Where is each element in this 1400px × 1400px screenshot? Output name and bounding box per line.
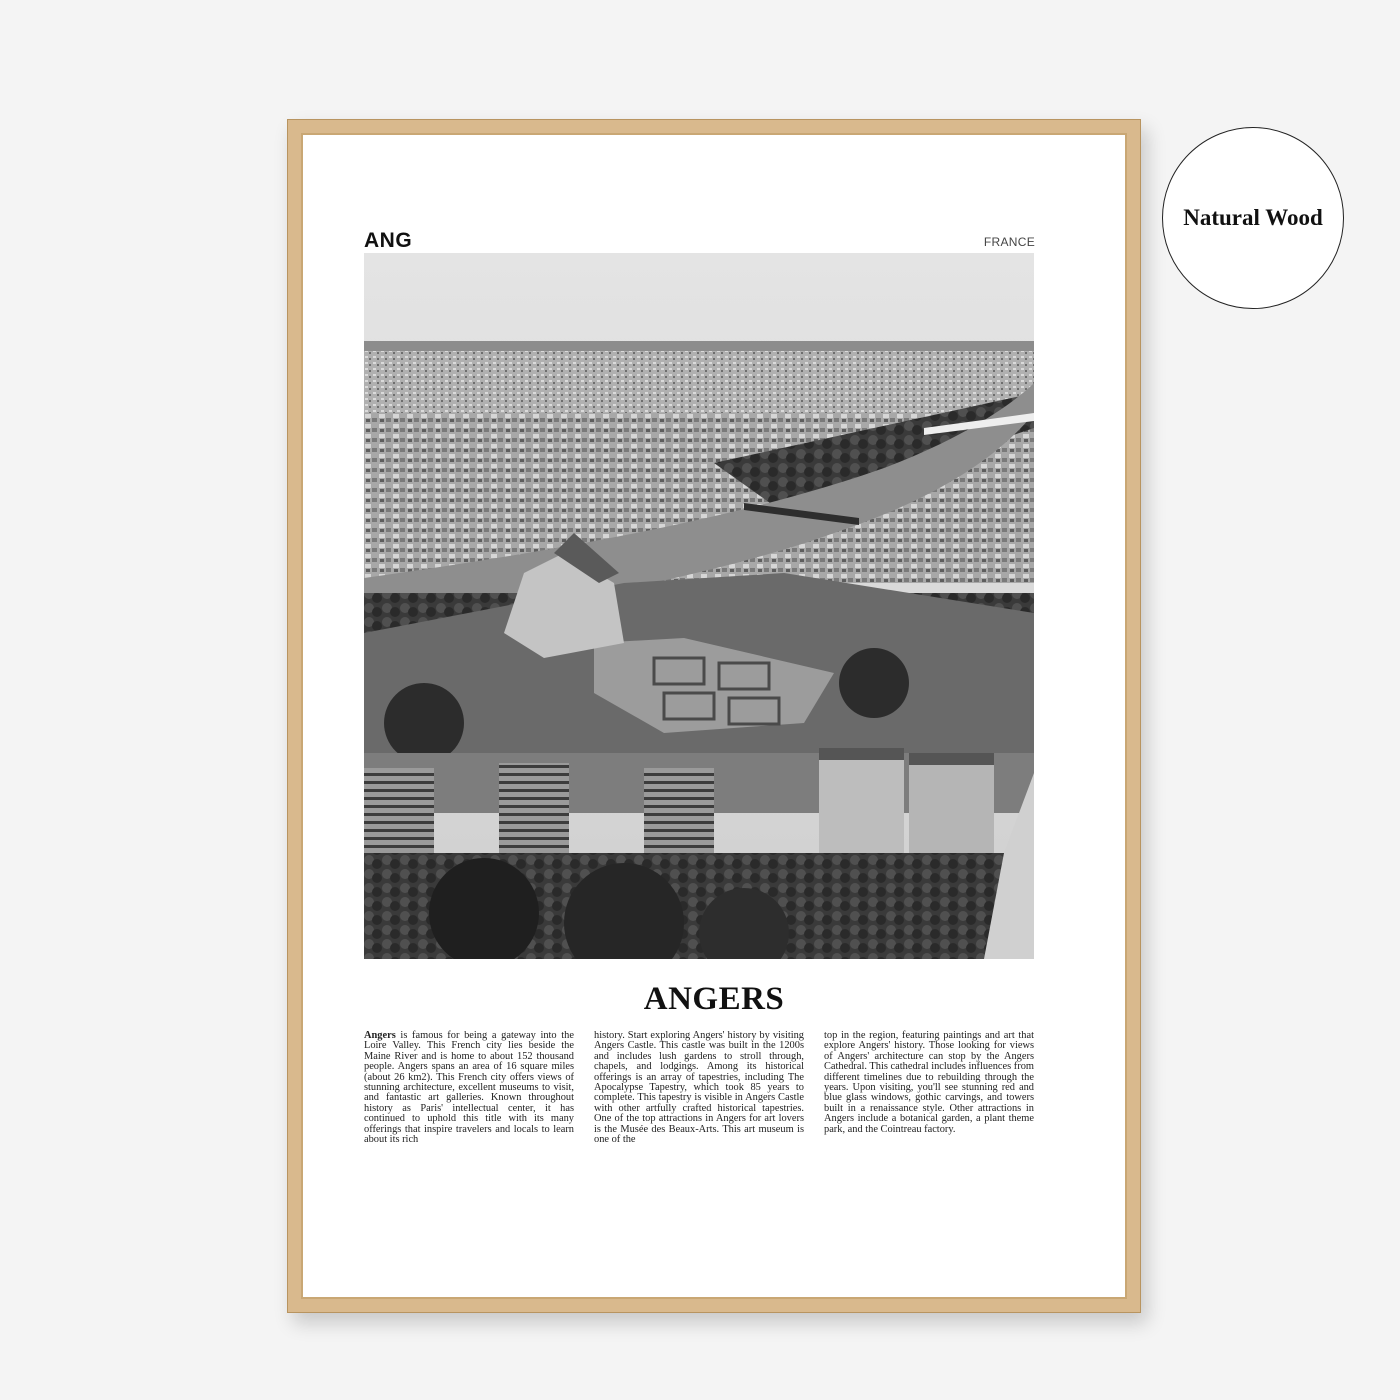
frame-finish-badge: Natural Wood xyxy=(1162,127,1344,309)
poster-title: ANGERS xyxy=(643,981,785,1017)
description-lead: Angers xyxy=(364,1030,396,1041)
description-text: history. Start exploring Angers' history by visiting Angers Castle. This castle was built in the 1200s and includes lush gardens to stroll through, chapels, and lodgings. Among its historical offerings is an array of tapestries, including The Apocalypse Tapestry, which took 85 years to complete. This tapestry is visible in Angers Castle with other artfully crafted historical tapestries. One of the top attractions in Angers for art lovers is the Musée des Beaux-Arts. This art museum is one of the xyxy=(594,1030,804,1146)
description-column-1 xyxy=(364,1031,574,1145)
description-text: is famous for being a gateway into the Loire Valley. This French city lies beside the Maine River and is home to about 152 thousand people. Angers spans an area of 16 square miles (about 26 km2). This French city offers views of stunning architecture, excellent museums to visit, and fantastic art galleries. Known throughout history as Paris' intellectual center, it has continued to uphold this title with its many offerings that inspire travelers and locals to learn about its rich xyxy=(364,1030,574,1146)
poster-frame xyxy=(287,119,1141,1313)
country-label: FRANCE xyxy=(983,235,1035,249)
poster xyxy=(301,133,1127,1299)
description-column-2 xyxy=(594,1031,804,1145)
city-code: ANG xyxy=(364,229,413,252)
city-aerial-photo xyxy=(364,253,1034,959)
description-text: top in the region, featuring paintings and art that explore Angers' history. Those looking for views of Angers' architecture can stop by the Angers Cathedral. This cathedral includes influences from different timelines due to rebuilding through the years. Upon visiting, you'll see stunning red and blue glass windows, gothic carvings, and towers built in a renaissance style. Other attractions in Angers include a botanical garden, a plant theme park, and the Cointreau factory. xyxy=(824,1030,1034,1135)
description-column-3 xyxy=(824,1031,1034,1145)
description xyxy=(364,1031,1034,1145)
